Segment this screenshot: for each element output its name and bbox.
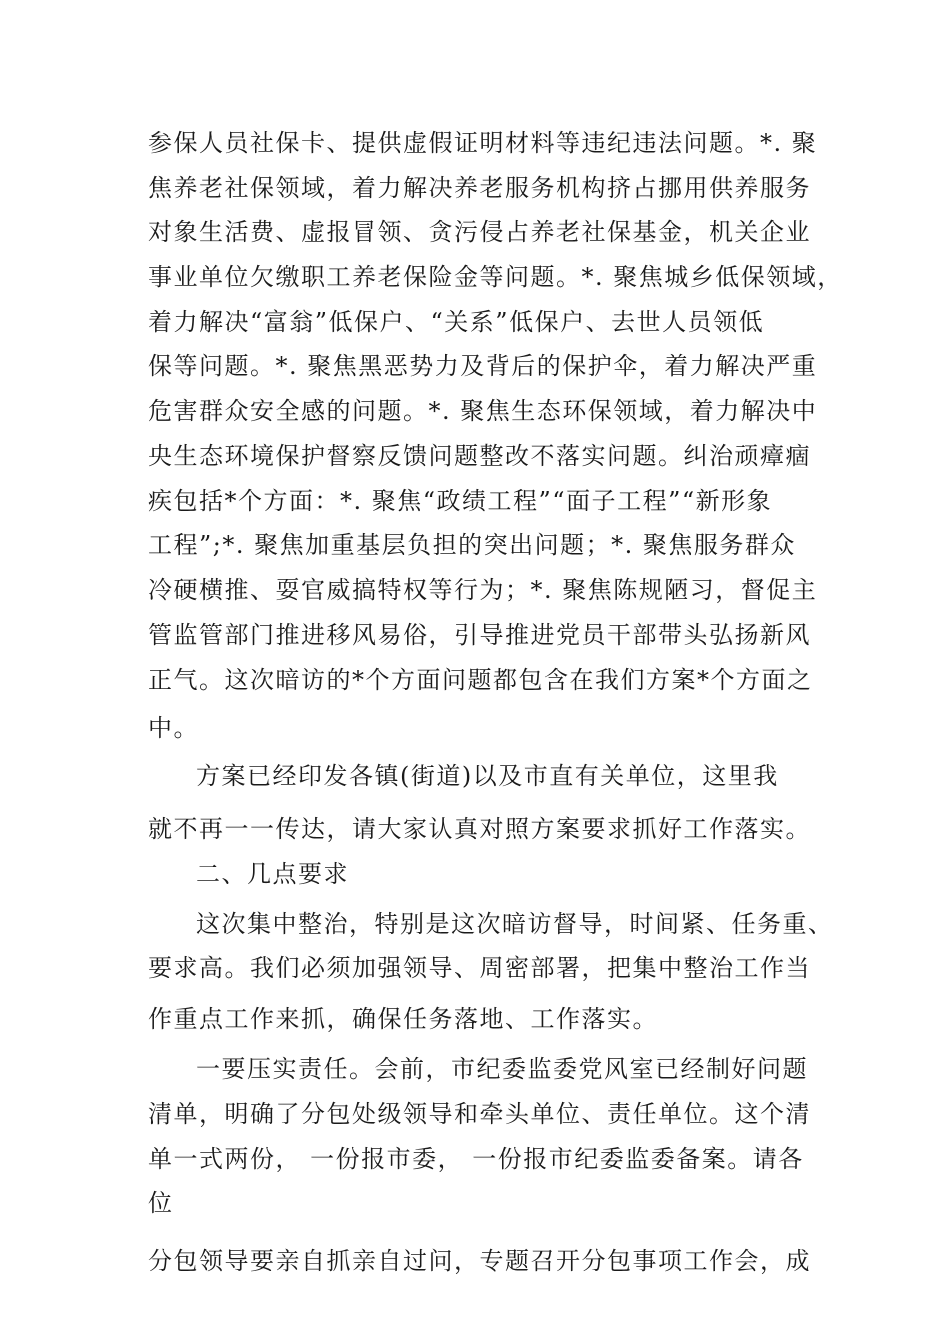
- paragraph-responsibility-line-3: 单一式两份， 一份报市委， 一份报市纪委监委备案。请各: [148, 1145, 804, 1173]
- paragraph-focus-line-2: 要求高。我们必须加强领导、周密部署，把集中整治工作当: [148, 954, 811, 982]
- paragraph-focus-line-1: 这次集中整治，特别是这次暗访督导，时间紧、任务重、: [196, 910, 834, 938]
- text-line-13: 正气。这次暗访的*个方面问题都包含在我们方案*个方面之: [148, 666, 813, 694]
- paragraph-responsibility-line-5: 分包领导要亲自抓亲自过问，专题召开分包事项工作会，成: [148, 1247, 811, 1275]
- text-line-3: 对象生活费、虚报冒领、贪污侵占养老社保基金，机关企业: [148, 218, 811, 246]
- text-line-9: 疾包括*个方面：*. 聚焦“政绩工程”“面子工程”“新形象: [148, 487, 773, 515]
- text-line-12: 管监管部门推进移风易俗，引导推进党员干部带头弘扬新风: [148, 621, 811, 649]
- text-line-11: 冷硬横推、耍官威搞特权等行为；*. 聚焦陈规陋习，督促主: [148, 576, 818, 604]
- text-line-7: 危害群众安全感的问题。*. 聚焦生态环保领域，着力解决中: [148, 397, 818, 425]
- paragraph-responsibility-line-2: 清单，明确了分包处级领导和牵头单位、责任单位。这个清: [148, 1100, 811, 1128]
- text-line-8: 央生态环境保护督察反馈问题整改不落实问题。纠治顽瘴痼: [148, 442, 811, 470]
- text-line-10: 工程”;*. 聚焦加重基层负担的突出问题；*. 聚焦服务群众: [148, 531, 796, 559]
- text-line-1: 参保人员社保卡、提供虚假证明材料等违纪违法问题。*. 聚: [148, 129, 818, 157]
- text-line-5: 着力解决“富翁”低保户、“关系”低保户、去世人员领低: [148, 308, 765, 336]
- paragraph-focus-line-3: 作重点工作来抓，确保任务落地、工作落实。: [148, 1005, 658, 1033]
- text-line-6: 保等问题。*. 聚焦黑恶势力及背后的保护伞，着力解决严重: [148, 352, 818, 380]
- section-heading-requirements: 二、几点要求: [196, 860, 349, 888]
- text-line-2: 焦养老社保领域，着力解决养老服务机构挤占挪用供养服务: [148, 174, 811, 202]
- paragraph-responsibility-line-1: 一要压实责任。会前，市纪委监委党风室已经制好问题: [196, 1055, 808, 1083]
- text-line-14: 中。: [148, 714, 199, 742]
- paragraph-notice-line-2: 就不再一一传达，请大家认真对照方案要求抓好工作落实。: [148, 815, 811, 843]
- paragraph-notice-line-1: 方案已经印发各镇(街道)以及市直有关单位，这里我: [196, 762, 779, 790]
- paragraph-responsibility-line-4: 位: [148, 1189, 174, 1217]
- text-line-4: 事业单位欠缴职工养老保险金等问题。*. 聚焦城乡低保领域，: [148, 263, 843, 291]
